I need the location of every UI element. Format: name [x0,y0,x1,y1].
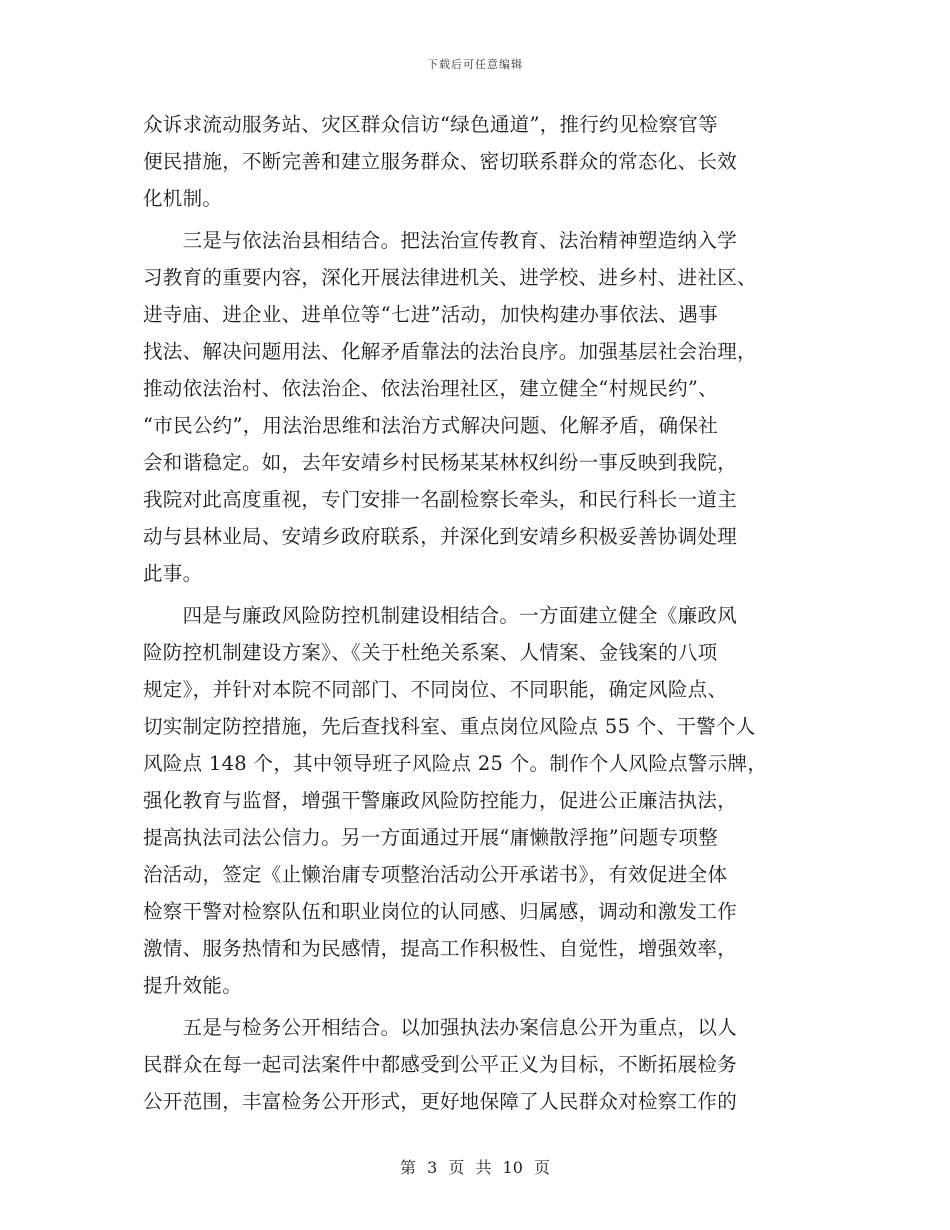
text-line: 强化教育与监督，增强干警廉政风险防控能力，促进公正廉洁执法， [143,789,738,812]
page-footer: 第 3 页 共 10 页 [400,1158,550,1177]
text-line: “市民公约”，用法治思维和法治方式解决问题、化解矛盾，确保社 [143,414,718,437]
text-line: 切实制定防控措施，先后查找科室、重点岗位风险点 55 个、干警个人 [143,715,756,738]
text-line: 提高执法司法公信力。另一方面通过开展“庸懒散浮拖”问题专项整 [143,826,718,849]
paragraph [143,106,797,217]
text-line: 习教育的重要内容，深化开展法律进机关、进学校、进乡村、进社区、 [143,266,757,289]
text-line: 险防控机制建设方案》、《关于杜绝关系案、人情案、金钱案的八项 [143,641,718,664]
text-line: 推动依法治村、依法治企、依法治理社区，建立健全“村规民约”、 [143,377,718,400]
text-line: 化机制。 [143,187,223,210]
text-line: 便民措施，不断完善和建立服务群众、密切联系群众的常态化、长效 [143,150,738,173]
text-line: 进寺庙、进企业、进单位等“七进”活动，加快构建办事依法、遇事 [143,303,718,326]
text-line: 激情、服务热情和为民感情，提高工作积极性、自觉性，增强效率， [143,937,738,960]
text-line: 我院对此高度重视，专门安排一名副检察长牵头，和民行科长一道主 [143,488,738,511]
text-line: 会和谐稳定。如，去年安靖乡村民杨某某林权纠纷一事反映到我院， [143,451,738,474]
text-line: 检察干警对检察队伍和职业岗位的认同感、归属感，调动和激发工作 [143,900,738,923]
text-line: 三是与依法治县相结合。把法治宣传教育、法治精神塑造纳入学 [143,229,738,252]
paragraph [143,222,797,592]
text-line: 五是与检务公开相结合。以加强执法办案信息公开为重点，以人 [143,1016,738,1039]
text-line: 动与县林业局、安靖乡政府联系，并深化到安靖乡积极妥善协调处理 [143,525,738,548]
text-line: 四是与廉政风险防控机制建设相结合。一方面建立健全《廉政风 [143,604,738,627]
page-header: 下载后可任意编辑 [427,58,523,71]
text-line: 规定》，并针对本院不同部门、不同岗位、不同职能，确定风险点、 [143,678,728,701]
text-line: 公开范围，丰富检务公开形式，更好地保障了人民群众对检察工作的 [143,1090,738,1113]
text-line: 治活动，签定《止懒治庸专项整治活动公开承诺书》，有效促进全体 [143,863,728,886]
text-line: 此事。 [143,562,203,585]
text-line: 找法、解决问题用法、化解矛盾靠法的法治良序。加强基层社会治理， [143,340,757,363]
text-line: 风险点 148 个，其中领导班子风险点 25 个。制作个人风险点警示牌， [143,752,768,775]
text-line: 民群众在每一起司法案件中都感受到公平正义为目标，不断拓展检务 [143,1053,738,1076]
paragraph [143,1009,797,1120]
text-line: 众诉求流动服务站、灾区群众信访“绿色通道”，推行约见检察官等 [143,113,718,136]
paragraph [143,597,797,1004]
text-line: 提升效能。 [143,974,243,997]
document-body [143,106,797,1120]
